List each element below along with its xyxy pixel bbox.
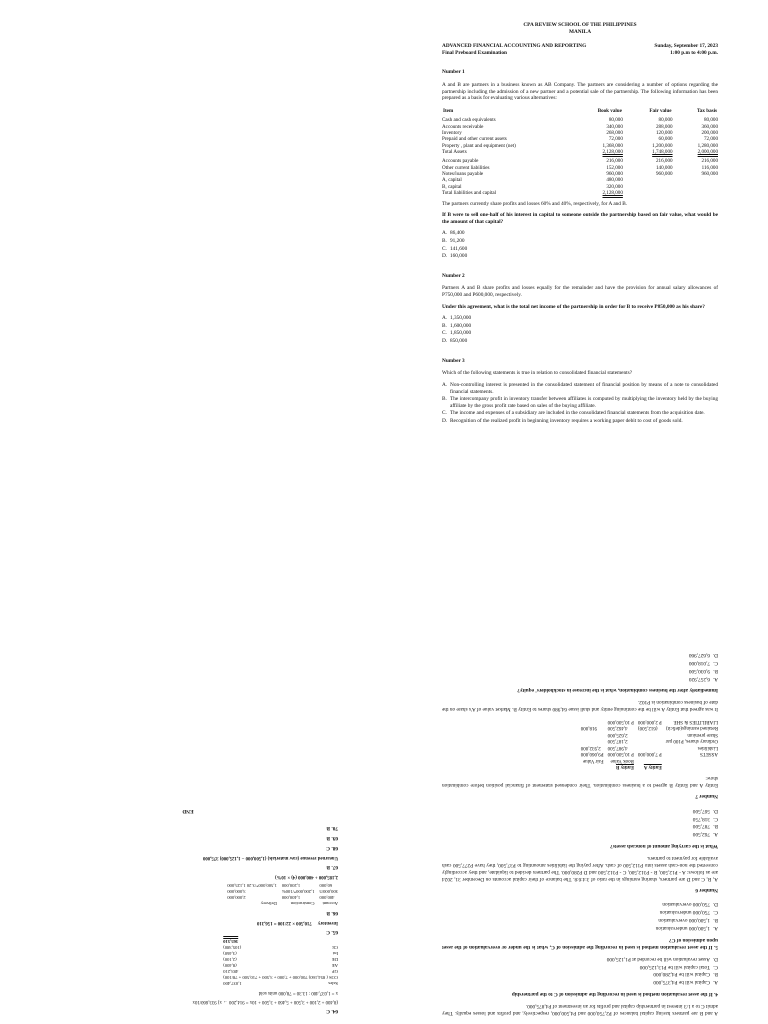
cell: 268,000 xyxy=(606,129,623,136)
cell xyxy=(577,717,604,724)
q2-question: Under this agreement, what is the total net income of the partnership in order for B to receive P850,000 as his share? xyxy=(442,303,705,310)
choice-c xyxy=(442,246,718,253)
choice-letter: A. xyxy=(442,230,448,237)
choice-b xyxy=(442,971,718,978)
cell: 80,000 xyxy=(608,117,623,124)
col-tax-basis: Tax basis xyxy=(696,107,717,114)
choice-letter: D. xyxy=(712,901,718,908)
exam-info-row xyxy=(442,43,718,56)
choice-a xyxy=(442,831,718,838)
answer-key-column xyxy=(38,807,338,1014)
choice-text: 850,000 xyxy=(450,338,468,345)
choice-letter: B. xyxy=(713,667,718,674)
cell xyxy=(634,730,662,737)
cell: 72,000 xyxy=(703,136,718,143)
cell: 2,000,000 xyxy=(227,894,246,900)
answer-66: 66. B xyxy=(326,909,338,916)
cell: 1,037,400 xyxy=(223,980,242,986)
cell: (2,100) xyxy=(223,956,237,962)
choice-b xyxy=(442,323,718,330)
exam-page-rotated xyxy=(0,500,768,1024)
cell: Account xyxy=(322,900,338,906)
q4-intro: A and B are partners having capital balances of P2,750,000 and P4,500,000, respectively, and profits and losses equally. They admit C to a 1/3 interest in partnership capital and profits for an investment of P4,875,000. xyxy=(442,1003,718,1016)
cell xyxy=(673,190,718,196)
q7-heading: Number 7 xyxy=(695,792,718,799)
exam-title: Final Preboard Examination xyxy=(442,49,507,56)
choice-text: 1,500,000 overvaluation xyxy=(658,917,710,924)
cell: CE xyxy=(332,944,338,950)
choice-a xyxy=(442,230,718,237)
q3-heading: Number 3 xyxy=(442,357,465,364)
cell: 2,000,000 xyxy=(697,149,718,156)
choice-text: 160,000 xyxy=(450,253,468,260)
choice-letter: C. xyxy=(713,963,718,970)
choice-letter: A. xyxy=(442,315,448,322)
cell: 2,128,000 xyxy=(602,149,623,156)
choice-letter: B. xyxy=(442,396,447,403)
choice-a xyxy=(442,924,718,931)
cell: Property , plant and equipment (net) xyxy=(442,142,516,149)
choice-c xyxy=(442,330,718,337)
work-66-total: 2,185,000 + 400,000 (4) × 10%) xyxy=(274,874,338,880)
exam-date: Sunday, September 17, 2023 xyxy=(654,43,718,50)
school-name: CPA REVIEW SCHOOL OF THE PHILIPPINES xyxy=(523,22,637,28)
choice-text: Total capital will be P13,125,000 xyxy=(639,963,710,970)
choice-letter: D. xyxy=(442,338,448,345)
choice-letter: A. xyxy=(442,381,448,388)
cell xyxy=(623,190,673,196)
cell: P 7,000,000 xyxy=(637,751,662,757)
choice-a xyxy=(442,675,718,682)
col-book-value: Book value xyxy=(597,107,622,114)
q2-heading: Number 2 xyxy=(442,272,465,279)
cell: GP xyxy=(332,968,338,974)
choice-b xyxy=(442,823,718,830)
q7-text: It was agreed that Entity A will be the continuing entity and shall issue 64,980 shares to Entity B. Market value of A's share on the date of business combination is P102. xyxy=(442,699,718,713)
entity-b-header: Entity B xyxy=(616,764,634,770)
statement-a xyxy=(442,382,718,395)
table-row xyxy=(218,944,338,950)
table-header-row xyxy=(442,107,718,117)
choice-b xyxy=(442,238,718,245)
cell: 960,000 xyxy=(606,171,623,178)
income-computation-table xyxy=(218,938,338,986)
choice-letter: D. xyxy=(712,807,718,814)
cell: Other current liabilities xyxy=(442,164,490,171)
cell: 60,000 xyxy=(658,136,673,143)
cell xyxy=(577,763,604,770)
q1-heading: Number 1 xyxy=(442,69,465,76)
cell: Total liabilities and capital xyxy=(442,190,497,197)
cell xyxy=(577,730,604,737)
cell: 960,000 xyxy=(701,171,718,178)
choice-c xyxy=(442,659,718,666)
answer-68: 68. C xyxy=(326,844,338,851)
choice-letter: B. xyxy=(442,237,447,244)
table-header-row xyxy=(577,763,718,770)
cell: 1,200,000 xyxy=(652,142,673,149)
cell xyxy=(292,938,338,944)
choice-d xyxy=(442,338,718,345)
cell xyxy=(662,756,718,763)
cell: 340,000 xyxy=(606,123,623,130)
choice-a xyxy=(442,315,718,322)
answer-69: 69. B xyxy=(326,834,338,841)
table-row xyxy=(577,717,718,724)
q2-choices xyxy=(442,315,718,344)
entity-table xyxy=(577,717,718,769)
cell: 320,000 xyxy=(606,183,623,190)
revenue-work-table xyxy=(222,882,338,906)
choice-text: 91,200 xyxy=(450,237,465,244)
choice-c xyxy=(442,815,718,822)
cell: 360,000 xyxy=(701,123,718,130)
q3-question: Which of the following statements is true in relation to consolidated financial statements? xyxy=(442,370,633,377)
cell: Share premium xyxy=(687,731,718,737)
cell: P 10,500,000 xyxy=(607,718,634,724)
choice-letter: A. xyxy=(712,925,718,932)
cell: 152,000 xyxy=(606,164,623,171)
statement-b xyxy=(442,396,718,409)
q1-intro: A and B are partners in a business known as AB Company. The partners are considering a number of options regarding the partnership including the admission of a new partner and a potential sale of the partnership. The following information has been prepared as a basis for evaluating various alternatives: xyxy=(442,82,718,102)
cell: 4,462,500 xyxy=(607,725,628,731)
q1-note: The partners currently share profits and losses 60% and 40%, respectively, for A and B. xyxy=(442,200,628,207)
choice-letter: D. xyxy=(712,652,718,658)
cell: Notes/loans payable xyxy=(442,171,484,178)
exam-time: 1:00 p.m to 4:00 p.m. xyxy=(670,49,718,56)
q5-choices xyxy=(442,901,718,932)
choice-d xyxy=(442,253,718,260)
table-row xyxy=(577,730,718,737)
q6-heading: Number 6 xyxy=(695,886,718,893)
cell: Delivery xyxy=(260,900,277,906)
cell: 288,000 xyxy=(655,123,673,130)
choice-letter: A. xyxy=(712,675,718,682)
choice-text: Capital will be P4,280,000 xyxy=(653,971,710,978)
cell: B, capital xyxy=(442,183,462,190)
choice-text: 318,750 xyxy=(692,815,710,822)
choice-c xyxy=(442,963,718,970)
table-header-row xyxy=(222,900,338,906)
cell: 200,000 xyxy=(701,129,718,136)
cell: (8,400) xyxy=(223,962,237,968)
cell: DE xyxy=(331,956,338,962)
choice-b xyxy=(442,916,718,923)
work-65: Inventory 710,500 × 22/100 = 156,310 xyxy=(256,920,338,926)
q7-intro: Entity A and Entity B agreed to a business combination. Their condensed statement of financial position before combination show: xyxy=(442,775,718,788)
choice-d xyxy=(442,651,718,658)
cell: A, capital xyxy=(442,177,462,184)
table-row-total-liabilities xyxy=(442,190,718,196)
table-row xyxy=(577,724,718,731)
choice-letter: C. xyxy=(442,245,447,252)
cell: 2,128,000 xyxy=(602,190,623,197)
cell: Ordinary shares, P100 par xyxy=(665,738,718,744)
work-64-line1: (8,400 + 2,100 + 3,500 + 5,460 + 3,500 + 10x = 914,200 → x) 933,660/10x xyxy=(192,999,338,1005)
cell: P 10,500,000 xyxy=(607,751,634,757)
cell: 120,000 xyxy=(655,129,673,136)
q1-question: If B were to sell one-half of his interest in capital to someone outside the partnership based on fair value, what would be the amount of that capital? xyxy=(442,212,718,225)
table-row xyxy=(218,938,338,944)
cell: P 2,000,000 xyxy=(637,718,662,724)
statement-d xyxy=(442,418,718,425)
choice-letter: B. xyxy=(713,971,718,978)
choice-letter: A. xyxy=(712,831,718,838)
cell: 2,625,000 xyxy=(607,731,628,737)
cell xyxy=(634,743,662,750)
cell: 140,000 xyxy=(655,164,673,171)
cell: 480,000 xyxy=(606,177,623,184)
col-item: Item xyxy=(443,107,454,114)
table-row xyxy=(222,894,338,900)
choice-text: 1,500,000 undervaluation xyxy=(655,925,710,932)
choice-letter: B. xyxy=(713,823,718,830)
cell: 300,000/5 xyxy=(319,888,338,894)
exam-page-upright xyxy=(442,22,718,426)
cell: 1,200,000*/100% xyxy=(281,888,315,894)
table-row xyxy=(577,750,718,757)
cell xyxy=(634,737,662,744)
cell: Accounts payable xyxy=(442,158,479,165)
q2-intro: Partners A and B share profits and losses equally for the remainder and have the provision for annual salary allowances of P750,000 and P600,000, respectively. xyxy=(442,285,718,299)
cell: 483,210 xyxy=(223,968,239,974)
choice-a xyxy=(442,979,718,986)
col-fair-value: Fair value xyxy=(649,107,672,114)
table-header-row xyxy=(577,756,718,763)
choice-text: 141,600 xyxy=(450,245,468,252)
cell: 1,748,000 xyxy=(652,149,673,156)
choice-text: Asset revaluation will be recorded at P1,125,000 xyxy=(606,955,710,962)
table-row xyxy=(222,888,338,894)
course-title: ADVANCED FINANCIAL ACCOUNTING AND REPORTING xyxy=(442,43,587,50)
choice-letter: B. xyxy=(442,322,447,329)
choice-text: Recognition of the realized profit in beginning inventory requires a working paper debit to cost of goods sold. xyxy=(450,417,683,424)
table-row xyxy=(218,950,338,956)
answer-64: 64. C xyxy=(326,1008,338,1014)
cell: 1,280,000 xyxy=(697,142,718,149)
table-row xyxy=(577,743,718,750)
answer-67: 67. B xyxy=(326,863,338,870)
table-row xyxy=(222,882,338,888)
cell: Sales xyxy=(328,980,338,986)
choice-letter: C. xyxy=(713,659,718,666)
school-city: MANILA xyxy=(568,28,592,35)
choice-letter: C. xyxy=(713,909,718,916)
cell: P9,060,000 xyxy=(580,751,604,757)
cell: 400,000 xyxy=(319,894,335,900)
choice-text: 1,600,000 xyxy=(450,322,472,329)
cell: 3,000,000 xyxy=(227,888,246,894)
choice-letter: A. xyxy=(712,979,718,986)
cell: Construction xyxy=(290,900,315,906)
table-row xyxy=(218,980,338,986)
choice-letter: D. xyxy=(442,253,448,260)
cell: 216,000 xyxy=(701,158,718,165)
cell xyxy=(634,756,662,763)
table-row xyxy=(218,968,338,974)
cell: 72,000 xyxy=(608,136,623,143)
book-value-header: Book Value xyxy=(610,757,634,763)
cell: Total Assets xyxy=(442,149,467,156)
cell: AE xyxy=(331,962,338,968)
cell: Cash and cash equivalents xyxy=(442,117,496,124)
cell: 1,500,000*/3.20 1,125,000 xyxy=(227,883,277,889)
cell: (3,460) xyxy=(223,950,237,956)
choice-text: 6,257,920 xyxy=(688,675,710,682)
cell: Int xyxy=(332,950,338,956)
choice-letter: C. xyxy=(713,815,718,822)
cell: COS ( 854,160) 700,000 + 7,000 + 3,500 + 710,500 + 78/100) xyxy=(223,974,338,980)
rotated-questions-column xyxy=(442,650,718,1016)
cell: Retained earnings(deficit) xyxy=(665,725,718,731)
cell: 1,200,000 xyxy=(281,883,301,889)
fair-value-header: Fair Value xyxy=(582,757,604,763)
entity-a-header: Entity A xyxy=(643,764,662,770)
q4-choices xyxy=(442,955,718,986)
work-64-line2: x = 1,037,400 : 13.30 = 78,000 units sold xyxy=(258,989,338,995)
balance-sheet-table xyxy=(442,107,718,197)
cell: (612,500) xyxy=(637,725,658,731)
choice-text: Capital will be P4,375,000 xyxy=(653,979,710,986)
choice-letter: D. xyxy=(712,955,718,962)
choice-text: 9,030,500 xyxy=(688,667,710,674)
choice-text: 1,350,000 xyxy=(450,315,472,322)
cell: 1,400,000 xyxy=(281,894,301,900)
answer-70: 70. B xyxy=(326,824,338,831)
choice-text: 7,018,000 xyxy=(688,659,710,666)
choice-text: 750,000 overvaluation xyxy=(662,901,710,908)
q7-choices xyxy=(442,651,718,682)
table-row xyxy=(218,956,338,962)
q1-choices xyxy=(442,230,718,259)
choice-text: Non-controlling interest is presented in the consolidated statement of financial position by means of a note to consolidated financial statements. xyxy=(450,381,718,395)
choice-letter: D. xyxy=(442,417,448,424)
choice-d xyxy=(442,807,718,814)
choice-c xyxy=(442,909,718,916)
choice-letter: B. xyxy=(713,917,718,924)
cell: (105,380) xyxy=(223,944,242,950)
table-row xyxy=(218,974,338,980)
cell: 2,932,000 xyxy=(580,744,601,750)
cell: 918,000 xyxy=(580,725,598,731)
choice-text: 762,500 xyxy=(692,831,710,838)
cell: 960,000 xyxy=(655,171,673,178)
choice-d xyxy=(442,901,718,908)
q5-question: 5. If the asset revaluation method is used in recording the admission of C, what is the under or overvaluation of the asset upon admission of C? xyxy=(442,937,718,950)
cell: 80,000 xyxy=(703,117,718,124)
cell: Inventory xyxy=(442,129,462,136)
choice-text: 1,850,000 xyxy=(450,330,472,337)
statement-c xyxy=(442,410,718,417)
cell: Prepaid and other current assets xyxy=(442,136,507,143)
cell xyxy=(662,763,718,770)
q6-choices xyxy=(442,807,718,838)
cell: 216,000 xyxy=(606,158,623,165)
cell: 60,000 xyxy=(319,883,333,889)
cell: Accounts receivable xyxy=(442,123,484,130)
table-row xyxy=(218,962,338,968)
choice-text: 86,400 xyxy=(450,230,465,237)
choice-text: The intercompany profit in inventory transfer between affiliates is computed by multiplying the inventory held by the buying affiliate by the gross profit rate based on sales of the buying affiliate. xyxy=(450,396,718,409)
choice-text: 567,500 xyxy=(692,807,710,814)
cell: 4,987,500 xyxy=(607,744,628,750)
choice-letter: C. xyxy=(442,410,447,417)
cell: Liabilities xyxy=(697,744,718,750)
q7-question: Immediately after the business combination, what is the increase in stockholders' equity? xyxy=(517,687,718,694)
cell: ASSETS xyxy=(699,751,718,757)
q6-intro: A, B, C and D are partners, sharing earnings in the ratio of 3:4:6:8. The balance of their capital accounts on December 31, 2024 are as follows: A - P12,500, B - P312,500, C - P312,500 and D P280,000. The partners decided to liquidate, and they accordingly converted the non-cash assets into P112,500 of cash. After paying the liabilities amounting to P37,500, they have P277,500 cash available for payment to partners. xyxy=(442,855,718,882)
q6-question: What is the carrying amount of noncash assets? xyxy=(610,843,718,850)
q3-statements xyxy=(442,382,718,425)
choice-text: 6,627,960 xyxy=(688,652,710,658)
q4-question: 4. If the asset revaluation method is used in recording the admission of C to the partnership xyxy=(511,991,718,998)
choice-text: The income and expenses of a subsidiary are included in the consolidated financial statements from the acquisition date. xyxy=(450,410,705,417)
cell: LIABILITIES & SHE xyxy=(673,718,718,724)
cell: 2,187,500 xyxy=(607,738,628,744)
choice-d xyxy=(442,955,718,962)
cell: 1,368,000 xyxy=(602,142,623,149)
choice-b xyxy=(442,667,718,674)
choice-text: 750,000 undervaluation xyxy=(659,909,710,916)
end-label: END xyxy=(182,808,194,815)
work-67: Unearned revenue (raw materials) (1,500,000 − 1,125,000) 375,000 xyxy=(202,854,338,860)
cell: 216,000 xyxy=(655,158,673,165)
cell: 116,000 xyxy=(701,164,718,171)
cell: 365,510 xyxy=(223,938,239,944)
cell: 80,000 xyxy=(658,117,673,124)
choice-text: 787,500 xyxy=(692,823,710,830)
answer-65: 65. C xyxy=(326,928,338,935)
choice-letter: C. xyxy=(442,330,447,337)
